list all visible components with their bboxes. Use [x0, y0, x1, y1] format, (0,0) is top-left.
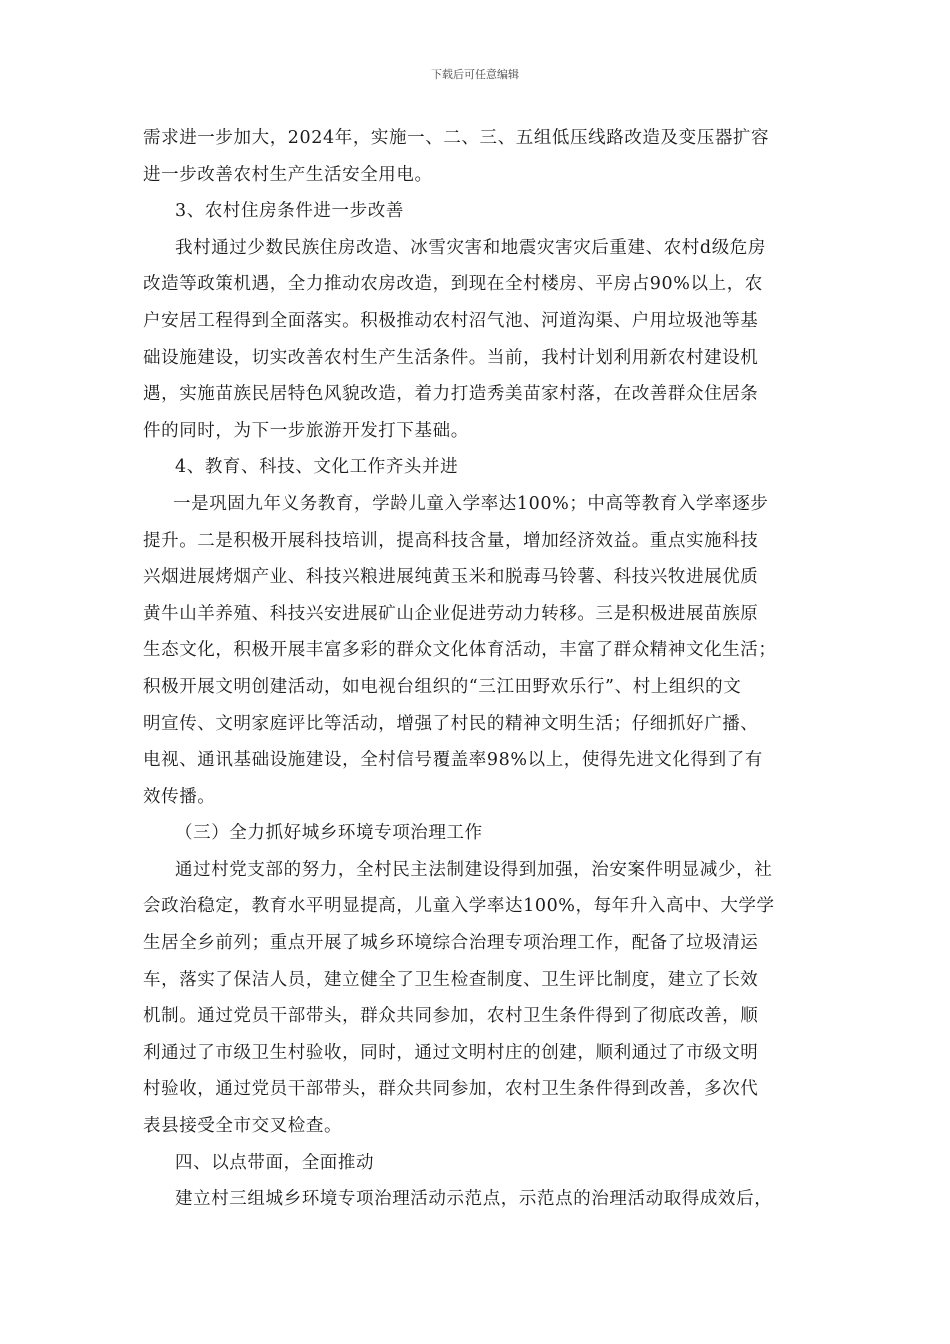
- text-line: 生居全乡前列；重点开展了城乡环境综合治理专项治理工作，配备了垃圾清运: [143, 933, 759, 954]
- text-line: 利通过了市级卫生村验收，同时，通过文明村庄的创建，顺利通过了市级文明: [143, 1042, 759, 1063]
- text-line: 效传播。: [143, 786, 216, 807]
- section-heading: 3、农村住房条件进一步改善: [175, 201, 404, 222]
- text-line: 我村通过少数民族住房改造、冰雪灾害和地震灾害灾后重建、农村d级危房: [175, 237, 766, 258]
- text-line: 兴烟进展烤烟产业、科技兴粮进展纯黄玉米和脱毒马铃薯、科技兴牧进展优质: [143, 567, 759, 588]
- text-line: 件的同时，为下一步旅游开发打下基础。: [143, 420, 469, 441]
- text-line: 会政治稳定，教育水平明显提高，儿童入学率达100%，每年升入高中、大学学: [143, 896, 775, 917]
- section-heading: 四、以点带面，全面推动: [175, 1152, 375, 1173]
- text-line: 一是巩固九年义务教育，学龄儿童入学率达100%；中高等教育入学率逐步: [173, 493, 769, 514]
- text-line: 需求进一步加大，2024年，实施一、二、三、五组低压线路改造及变压器扩容: [143, 128, 770, 148]
- document-body: [143, 120, 813, 1218]
- text-line: 户安居工程得到全面落实。积极推动农村沼气池、河道沟渠、户用垃圾池等基: [143, 310, 759, 331]
- text-line: 电视、通讯基础设施建设，全村信号覆盖率98%以上，使得先进文化得到了有: [143, 750, 763, 771]
- text-line: 通过村党支部的努力，全村民主法制建设得到加强，治安案件明显减少，社: [175, 859, 773, 880]
- text-line: 机制。通过党员干部带头，群众共同参加，农村卫生条件得到了彻底改善，顺: [143, 1006, 759, 1027]
- text-line: 表县接受全市交叉检查。: [143, 1116, 343, 1137]
- text-line: 村验收，通过党员干部带头，群众共同参加，农村卫生条件得到改善，多次代: [143, 1079, 759, 1100]
- header-note: 下载后可任意编辑: [431, 68, 519, 81]
- text-line: 积极开展文明创建活动，如电视台组织的“三江田野欢乐行”、村上组织的文: [143, 676, 742, 697]
- text-line: 生态文化，积极开展丰富多彩的群众文化体育活动，丰富了群众精神文化生活；: [143, 640, 777, 661]
- text-line: 黄牛山羊养殖、科技兴安进展矿山企业促进劳动力转移。三是积极进展苗族原: [143, 603, 759, 624]
- text-line: 础设施建设，切实改善农村生产生活条件。当前，我村计划利用新农村建设机: [143, 347, 759, 368]
- text-line: 提升。二是积极开展科技培训，提高科技含量，增加经济效益。重点实施科技: [143, 530, 759, 551]
- text-line: 明宣传、文明家庭评比等活动，增强了村民的精神文明生活；仔细抓好广播、: [143, 713, 759, 734]
- section-heading: （三）全力抓好城乡环境专项治理工作: [175, 823, 483, 844]
- text-line: 车，落实了保洁人员，建立健全了卫生检查制度、卫生评比制度，建立了长效: [143, 969, 759, 990]
- section-heading: 4、教育、科技、文化工作齐头并进: [175, 457, 459, 478]
- text-line: 进一步改善农村生产生活安全用电。: [143, 164, 433, 185]
- text-line: 建立村三组城乡环境专项治理活动示范点，示范点的治理活动取得成效后，: [175, 1189, 773, 1210]
- text-line: 改造等政策机遇，全力推动农房改造，到现在全村楼房、平房占90%以上，农: [143, 274, 763, 295]
- text-line: 遇，实施苗族民居特色风貌改造，着力打造秀美苗家村落，在改善群众住居条: [143, 384, 759, 405]
